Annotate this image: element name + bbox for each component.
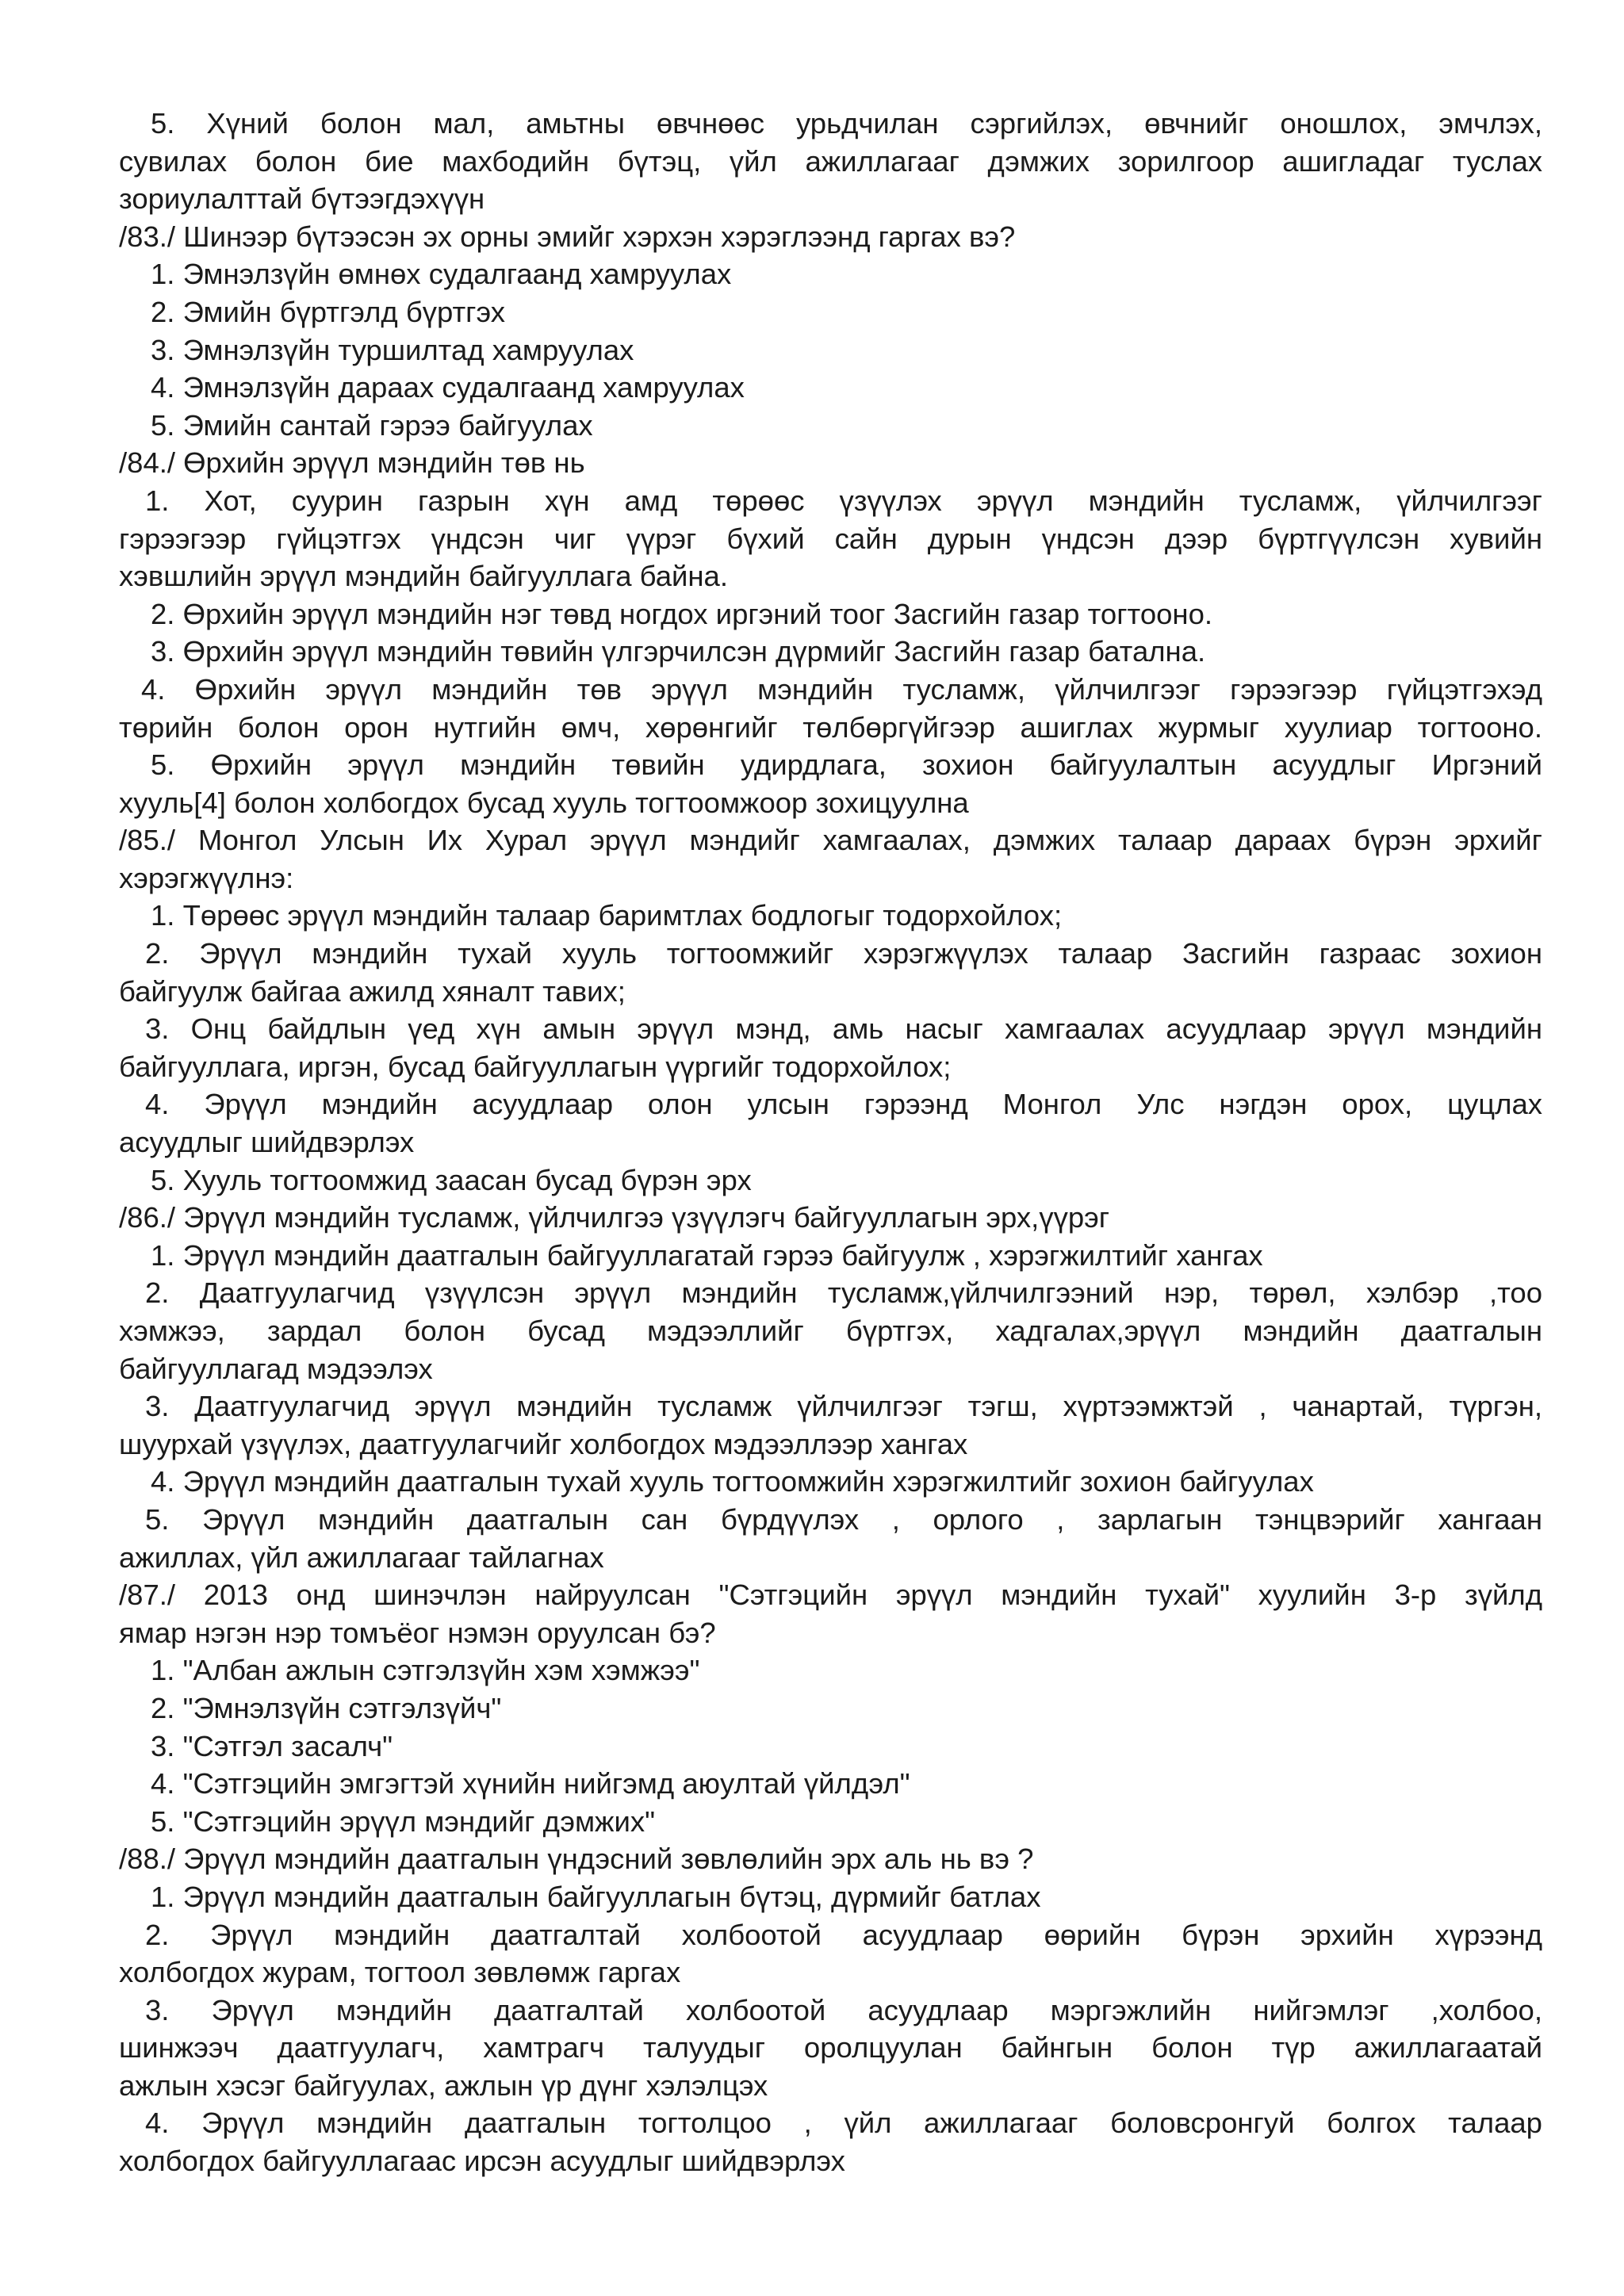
answer-text-line: 4. Эрүүл мэндийн даатгалын тогтолцоо , үйл ажиллагааг боловсронгуй болгох талаар: [145, 2107, 1542, 2140]
answer-text-line: 3. Даатгуулагчид эрүүл мэндийн тусламж үйлчилгээг тэгш, хүртээмжтэй , чанартай, түргэн,: [145, 1390, 1542, 1423]
question-block: [119, 444, 1542, 482]
answer-item: [119, 407, 1542, 445]
answer-text-line: 4. Эмнэлзүйн дараах судалгаанд хамруулах: [151, 371, 745, 404]
answer-text-line: 2. Өрхийн эрүүл мэндийн нэг төвд ногдох иргэний тоог Засгийн газар тогтооно.: [151, 597, 1213, 630]
answer-text-line: ажлын хэсэг байгуулах, ажлын үр дүнг хэлэлцэх: [119, 2068, 768, 2102]
answer-text-line: зориулалттай бүтээгдэхүүн: [119, 182, 485, 216]
answer-item: [119, 1010, 1542, 1085]
question-text-line: /87./ 2013 онд шинэчлэн найруулсан "Сэтгэцийн эрүүл мэндийн тухай" хуулийн 3-р зүйлд: [119, 1578, 1542, 1612]
answer-item: [119, 369, 1542, 407]
question-text-line: хэрэгжүүлнэ:: [119, 861, 294, 894]
answer-text-line: байгууллагад мэдээлэх: [119, 1352, 433, 1385]
answer-text-line: 4. Өрхийн эрүүл мэндийн төв эрүүл мэндийн тусламж, үйлчилгээг гэрээгээр гүйцэтгэхэд: [141, 672, 1542, 706]
answer-text-line: 1. "Албан ажлын сэтгэлзүйн хэм хэмжээ": [151, 1654, 700, 1687]
answer-item: [119, 633, 1542, 671]
answer-item: [119, 293, 1542, 331]
answer-text-line: 2. "Эмнэлзүйн сэтгэлзүйч": [151, 1691, 502, 1724]
answer-text-line: ажиллах, үйл ажиллагааг тайлагнах: [119, 1540, 604, 1574]
answer-item: [119, 331, 1542, 369]
answer-item: [119, 1387, 1542, 1463]
answer-text-line: 1. Эмнэлзүйн өмнөх судалгаанд хамруулах: [151, 258, 732, 291]
answer-text-line: хууль[4] болон холбогдох бусад хууль тогтоомжоор зохицуулна: [119, 786, 969, 819]
answer-text-line: асуудлыг шийдвэрлэх: [119, 1126, 415, 1159]
answer-item: [119, 1765, 1542, 1803]
answer-text-line: 1. Төрөөс эрүүл мэндийн талаар баримтлах бодлогыг тодорхойлох;: [151, 899, 1063, 932]
answer-text-line: төрийн болон орон нутгийн өмч, хөрөнгийг төлбөргүйгээр ашиглах журмыг хуулиар тогтооно.: [119, 710, 1542, 744]
answer-text-line: 1. Эрүүл мэндийн даатгалын байгууллагатай гэрээ байгуулж , хэрэгжилтийг хангах: [151, 1238, 1263, 1272]
answer-text-line: 3. Эмнэлзүйн туршилтад хамруулах: [151, 333, 634, 366]
answer-item: [119, 1992, 1542, 2105]
answer-text-line: 3. "Сэтгэл засалч": [151, 1729, 393, 1762]
answer-text-line: 3. Өрхийн эрүүл мэндийн төвийн үлгэрчилсэн дүрмийг Засгийн газар батална.: [151, 635, 1206, 668]
answer-item: [119, 671, 1542, 746]
answer-item: [119, 1689, 1542, 1728]
answer-text-line: 5. Эрүүл мэндийн даатгалын сан бүрдүүлэх , орлого , зарлагын тэнцвэрийг хангаан: [145, 1502, 1542, 1536]
answer-text-line: шинжээч даатгуулагч, хамтрагч талуудыг оролцуулан байнгын болон түр ажиллагаатай: [119, 2031, 1542, 2064]
answer-item: [119, 746, 1542, 821]
answer-text-line: 4. Эрүүл мэндийн асуудлаар олон улсын гэрээнд Монгол Улс нэгдэн орох, цуцлах: [145, 1088, 1542, 1121]
answer-text-line: 5. "Сэтгэцийн эрүүл мэндийг дэмжих": [151, 1804, 656, 1838]
answer-item: [119, 1803, 1542, 1841]
answer-item: [119, 1916, 1542, 1992]
answer-text-line: 5. Өрхийн эрүүл мэндийн төвийн удирдлага, зохион байгуулалтын асуудлыг Иргэний: [151, 748, 1542, 782]
answer-text-line: 5. Хууль тогтоомжид заасан бусад бүрэн эрх: [151, 1163, 752, 1196]
question-text-line: /86./ Эрүүл мэндийн тусламж, үйлчилгээ үзүүлэгч байгууллагын эрх,үүрэг: [119, 1201, 1110, 1234]
answer-text-line: шуурхай үзүүлэх, даатгуулагчийг холбогдох мэдээллээр хангах: [119, 1427, 968, 1460]
answer-item: [119, 1463, 1542, 1501]
answer-text-line: 1. Эрүүл мэндийн даатгалын байгууллагын бүтэц, дүрмийг батлах: [151, 1880, 1041, 1913]
question-text-line: /85./ Монгол Улсын Их Хурал эрүүл мэндийг хамгаалах, дэмжих талаар дараах бүрэн эрхийг: [119, 824, 1542, 857]
answer-text-line: 2. Эрүүл мэндийн тухай хууль тогтоомжийг хэрэгжүүлэх талаар Засгийн газраас зохион: [145, 937, 1542, 970]
answer-text-line: 3. Эрүүл мэндийн даатгалтай холбоотой асуудлаар мэргэжлийн нийгэмлэг ,холбоо,: [145, 1993, 1542, 2026]
answer-text-line: байгуулж байгаа ажилд хяналт тавих;: [119, 974, 626, 1008]
question-block: [119, 1199, 1542, 1237]
answer-text-line: холбогдох байгууллагаас ирсэн асуудлыг шийдвэрлэх: [119, 2145, 845, 2178]
answer-item: [119, 1651, 1542, 1689]
question-block: [119, 1576, 1542, 1651]
answer-item: [119, 935, 1542, 1010]
answer-item: [119, 1274, 1542, 1387]
answer-text-line: гэрээгээр гүйцэтгэх үндсэн чиг үүрэг бүхий сайн дурын үндсэн дээр бүртгүүлсэн хувийн: [119, 522, 1542, 555]
answer-item: [119, 2104, 1542, 2179]
answer-text-line: 4. Эрүүл мэндийн даатгалын тухай хууль тогтоомжийн хэрэгжилтийг зохион байгуулах: [151, 1465, 1314, 1498]
answer-item: [119, 595, 1542, 633]
answer-item: [119, 1237, 1542, 1275]
question-block: [119, 218, 1542, 256]
answer-text-line: байгууллага, иргэн, бусад байгууллагын үүргийг тодорхойлох;: [119, 1050, 952, 1083]
answer-text-line: 2. Эрүүл мэндийн даатгалтай холбоотой асуудлаар өөрийн бүрэн эрхийн хүрээнд: [145, 1918, 1542, 1951]
answer-text-line: хэвшлийн эрүүл мэндийн байгууллага байна.: [119, 560, 728, 593]
question-text-line: ямар нэгэн нэр томъёог нэмэн оруулсан бэ?: [119, 1616, 716, 1649]
question-text-line: /84./ Өрхийн эрүүл мэндийн төв нь: [119, 446, 585, 480]
answer-text-line: 3. Онц байдлын үед хүн амын эрүүл мэнд, амь насыг хамгаалах асуудлаар эрүүл мэндийн: [145, 1012, 1542, 1046]
answer-item: [119, 897, 1542, 935]
answer-text-line: хэмжээ, зардал болон бусад мэдээллийг бүртгэх, хадгалах,эрүүл мэндийн даатгалын: [119, 1314, 1542, 1347]
question-text-line: /88./ Эрүүл мэндийн даатгалын үндэсний зөвлөлийн эрх аль нь вэ ?: [119, 1843, 1034, 1876]
answer-item: [119, 105, 1542, 218]
question-block: [119, 821, 1542, 897]
answer-text-line: 4. "Сэтгэцийн эмгэгтэй хүнийн нийгэмд аюултай үйлдэл": [151, 1767, 910, 1800]
answer-text-line: 2. Эмийн бүртгэлд бүртгэх: [151, 295, 505, 328]
question-text-line: /83./ Шинээр бүтээсэн эх орны эмийг хэрхэн хэрэглээнд гаргах вэ?: [119, 220, 1016, 253]
answer-text-line: 1. Хот, суурин газрын хүн амд төрөөс үзүүлэх эрүүл мэндийн тусламж, үйлчилгээг: [145, 484, 1542, 517]
question-block: [119, 1840, 1542, 1878]
answer-item: [119, 1878, 1542, 1916]
answer-item: [119, 1085, 1542, 1161]
answer-item: [119, 1728, 1542, 1766]
answer-item: [119, 1501, 1542, 1576]
answer-item: [119, 1161, 1542, 1200]
answer-text-line: холбогдох журам, тогтоол зөвлөмж гаргах: [119, 1956, 681, 1989]
answer-item: [119, 482, 1542, 595]
answer-text-line: сувилах болон бие махбодийн бүтэц, үйл ажиллагааг дэмжих зорилгоор ашигладаг туслах: [119, 144, 1542, 178]
answer-text-line: 2. Даатгуулагчид үзүүлсэн эрүүл мэндийн тусламж,үйлчилгээний нэр, төрөл, хэлбэр ,тоо: [145, 1276, 1542, 1310]
document-page: [119, 105, 1542, 2180]
answer-text-line: 5. Эмийн сантай гэрээ байгуулах: [151, 408, 593, 442]
answer-item: [119, 255, 1542, 293]
answer-text-line: 5. Хүний болон мал, амьтны өвчнөөс урьдчилан сэргийлэх, өвчнийг оношлох, эмчлэх,: [151, 107, 1542, 140]
